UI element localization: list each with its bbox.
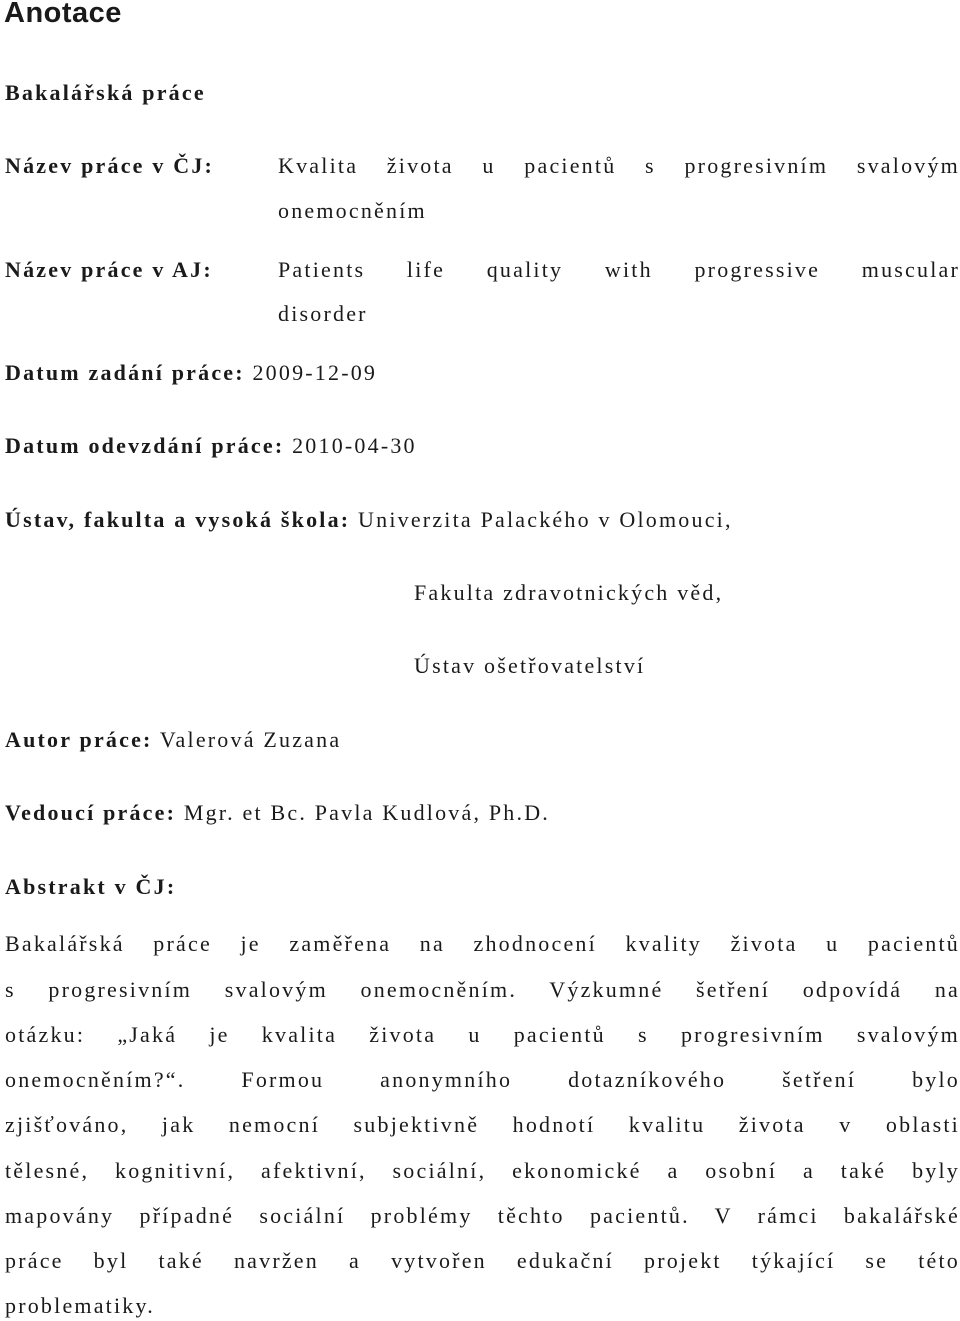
abstract-line: práce byl také navržen a vytvořen edukační projekt týkající se této xyxy=(5,1248,960,1273)
title-cz-line1: Kvalita života u pacientů s progresivním svalovým xyxy=(278,153,960,178)
title-en-label: Název práce v AJ: xyxy=(5,257,213,282)
supervisor-value: Mgr. et Bc. Pavla Kudlová, Ph.D. xyxy=(183,800,550,825)
page-title: Anotace xyxy=(4,0,122,29)
title-en-line2: disorder xyxy=(278,301,368,326)
abstract-line: tělesné, kognitivní, afektivní, sociální, ekonomické a osobní a také byly xyxy=(5,1158,960,1183)
abstract-line: Bakalářská práce je zaměřena na zhodnocení kvality života u pacientů xyxy=(5,931,960,956)
abstract-label: Abstrakt v ČJ: xyxy=(5,874,177,899)
assigned-date-row xyxy=(5,359,377,387)
abstract-line: otázku: „Jaká je kvalita života u pacientů s progresivním svalovým xyxy=(5,1022,960,1047)
assigned-date-value: 2009-12-09 xyxy=(252,360,378,385)
submitted-date-row xyxy=(5,432,417,460)
abstract-line: zjišťováno, jak nemocní subjektivně hodnotí kvalitu života v oblasti xyxy=(5,1112,960,1137)
supervisor-label: Vedoucí práce: xyxy=(5,800,177,825)
title-en-line1: Patients life quality with progressive muscular xyxy=(278,257,960,282)
author-row xyxy=(5,726,341,754)
author-label: Autor práce: xyxy=(5,727,153,752)
abstract-line: mapovány případné sociální problémy těchto pacientů. V rámci bakalářské xyxy=(5,1203,960,1228)
assigned-date-label: Datum zadání práce: xyxy=(5,360,245,385)
title-cz-label: Název práce v ČJ: xyxy=(5,153,215,178)
institution-line1: Univerzita Palackého v Olomouci, xyxy=(358,507,733,532)
supervisor-row xyxy=(5,799,550,827)
institution-line3: Ústav ošetřovatelství xyxy=(414,653,646,678)
submitted-date-value: 2010-04-30 xyxy=(292,433,417,458)
institution-label: Ústav, fakulta a vysoká škola: xyxy=(5,507,351,532)
title-cz-line2: onemocněním xyxy=(278,198,427,223)
institution-line2: Fakulta zdravotnických věd, xyxy=(414,580,724,605)
author-value: Valerová Zuzana xyxy=(159,727,342,752)
institution-row xyxy=(5,506,733,534)
abstract-line: problematiky. xyxy=(5,1293,155,1318)
abstract-line: s progresivním svalovým onemocněním. Výzkumné šetření odpovídá na xyxy=(5,977,960,1002)
submitted-date-label: Datum odevzdání práce: xyxy=(5,433,285,458)
thesis-type: Bakalářská práce xyxy=(5,80,206,105)
abstract-line: onemocněním?“. Formou anonymního dotazníkového šetření bylo xyxy=(5,1067,960,1092)
